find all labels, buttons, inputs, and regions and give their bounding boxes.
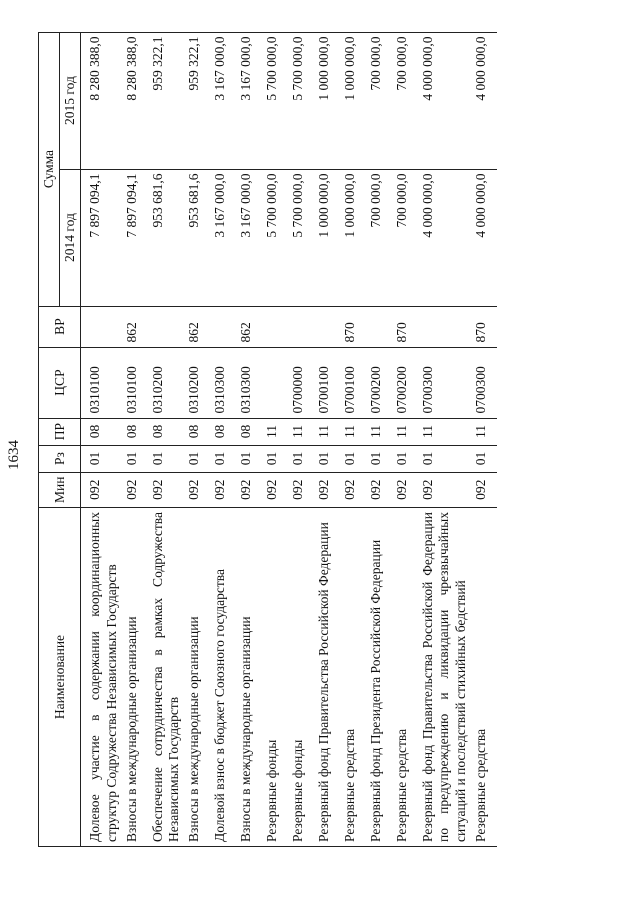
cell-sum-2015: 8 280 388,0 (81, 32, 122, 169)
table-row (148, 32, 184, 846)
cell-name: Обеспечение сотрудничества в рамках Содружества Независимых Государств (148, 508, 184, 847)
cell-name: Взносы в международные организации (184, 508, 210, 847)
cell-vr (81, 306, 122, 347)
cell-csr: 0700200 (366, 347, 392, 418)
cell-min: 092 (148, 472, 184, 507)
cell-name: Резервные средства (392, 508, 418, 847)
table-row (340, 32, 366, 846)
table-row (262, 32, 288, 846)
cell-pr: 11 (392, 418, 418, 445)
cell-vr: 870 (392, 306, 418, 347)
cell-sum-2015: 4 000 000,0 (418, 32, 471, 169)
cell-sum-2015: 4 000 000,0 (471, 32, 497, 169)
cell-min: 092 (340, 472, 366, 507)
cell-pr: 11 (366, 418, 392, 445)
cell-csr (262, 347, 288, 418)
cell-vr (288, 306, 314, 347)
cell-sum-2015: 959 322,1 (184, 32, 210, 169)
cell-name: Резервные фонды (288, 508, 314, 847)
cell-csr: 0310300 (236, 347, 262, 418)
cell-rz: 01 (288, 445, 314, 472)
cell-min: 092 (418, 472, 471, 507)
cell-rz: 01 (471, 445, 497, 472)
cell-pr: 11 (262, 418, 288, 445)
cell-sum-2014: 5 700 000,0 (288, 169, 314, 306)
cell-sum-2014: 700 000,0 (366, 169, 392, 306)
cell-vr: 870 (340, 306, 366, 347)
cell-sum-2015: 1 000 000,0 (340, 32, 366, 169)
header-rz: Рз (39, 445, 81, 472)
table-row (418, 32, 471, 846)
cell-sum-2014: 953 681,6 (184, 169, 210, 306)
cell-pr: 11 (471, 418, 497, 445)
cell-sum-2015: 1 000 000,0 (314, 32, 340, 169)
table-row (122, 32, 148, 846)
cell-pr: 08 (236, 418, 262, 445)
cell-csr: 0700200 (392, 347, 418, 418)
cell-vr (418, 306, 471, 347)
cell-sum-2014: 7 897 094,1 (81, 169, 122, 306)
table-row (288, 32, 314, 846)
cell-vr: 862 (184, 306, 210, 347)
cell-sum-2014: 3 167 000,0 (236, 169, 262, 306)
cell-rz: 01 (418, 445, 471, 472)
cell-rz: 01 (340, 445, 366, 472)
budget-table (38, 32, 497, 847)
cell-csr: 0310200 (148, 347, 184, 418)
cell-name: Резервные средства (471, 508, 497, 847)
cell-min: 092 (122, 472, 148, 507)
cell-pr: 08 (81, 418, 122, 445)
cell-sum-2014: 4 000 000,0 (471, 169, 497, 306)
cell-pr: 11 (340, 418, 366, 445)
cell-name: Взносы в международные организации (122, 508, 148, 847)
cell-min: 092 (81, 472, 122, 507)
header-2014: 2014 год (60, 169, 81, 306)
cell-min: 092 (262, 472, 288, 507)
cell-csr: 0700300 (418, 347, 471, 418)
cell-sum-2015: 5 700 000,0 (262, 32, 288, 169)
cell-rz: 01 (148, 445, 184, 472)
cell-vr: 870 (471, 306, 497, 347)
cell-csr: 0700100 (314, 347, 340, 418)
cell-sum-2015: 700 000,0 (366, 32, 392, 169)
header-csr: ЦСР (39, 347, 81, 418)
cell-vr (210, 306, 236, 347)
cell-min: 092 (184, 472, 210, 507)
cell-min: 092 (366, 472, 392, 507)
cell-rz: 01 (210, 445, 236, 472)
cell-min: 092 (314, 472, 340, 507)
cell-sum-2015: 8 280 388,0 (122, 32, 148, 169)
table-row (210, 32, 236, 846)
cell-csr: 0700000 (288, 347, 314, 418)
cell-vr: 862 (122, 306, 148, 347)
cell-pr: 08 (184, 418, 210, 445)
cell-name: Долевое участие в содержании координационных структур Содружества Независимых Государств (81, 508, 122, 847)
cell-min: 092 (392, 472, 418, 507)
table-row (184, 32, 210, 846)
cell-csr: 0700100 (340, 347, 366, 418)
header-vr: ВР (39, 306, 81, 347)
cell-name: Взносы в международные организации (236, 508, 262, 847)
cell-vr: 862 (236, 306, 262, 347)
cell-pr: 11 (314, 418, 340, 445)
header-name: Наименование (39, 508, 81, 847)
cell-sum-2015: 3 167 000,0 (210, 32, 236, 169)
cell-pr: 08 (210, 418, 236, 445)
cell-sum-2014: 3 167 000,0 (210, 169, 236, 306)
cell-sum-2014: 1 000 000,0 (340, 169, 366, 306)
cell-sum-2014: 953 681,6 (148, 169, 184, 306)
cell-csr: 0700300 (471, 347, 497, 418)
cell-name: Резервный фонд Правительства Российской Федерации (314, 508, 340, 847)
cell-rz: 01 (314, 445, 340, 472)
page-number: 1634 (6, 440, 22, 470)
cell-rz: 01 (236, 445, 262, 472)
cell-vr (148, 306, 184, 347)
table-row (81, 32, 122, 846)
cell-rz: 01 (184, 445, 210, 472)
cell-sum-2014: 1 000 000,0 (314, 169, 340, 306)
cell-min: 092 (471, 472, 497, 507)
cell-rz: 01 (262, 445, 288, 472)
table-row (314, 32, 340, 846)
cell-sum-2015: 5 700 000,0 (288, 32, 314, 169)
cell-sum-2014: 4 000 000,0 (418, 169, 471, 306)
cell-sum-2014: 7 897 094,1 (122, 169, 148, 306)
cell-rz: 01 (392, 445, 418, 472)
header-pr: ПР (39, 418, 81, 445)
cell-pr: 11 (418, 418, 471, 445)
cell-rz: 01 (366, 445, 392, 472)
cell-rz: 01 (81, 445, 122, 472)
cell-csr: 0310300 (210, 347, 236, 418)
cell-vr (366, 306, 392, 347)
cell-pr: 08 (122, 418, 148, 445)
cell-name: Резервные фонды (262, 508, 288, 847)
table-row (392, 32, 418, 846)
header-sum: Сумма (39, 32, 60, 306)
table-row (236, 32, 262, 846)
cell-csr: 0310100 (122, 347, 148, 418)
cell-min: 092 (236, 472, 262, 507)
cell-sum-2015: 3 167 000,0 (236, 32, 262, 169)
cell-sum-2015: 959 322,1 (148, 32, 184, 169)
cell-vr (314, 306, 340, 347)
table-header (39, 32, 81, 846)
cell-sum-2014: 700 000,0 (392, 169, 418, 306)
cell-csr: 0310200 (184, 347, 210, 418)
cell-pr: 11 (288, 418, 314, 445)
cell-min: 092 (210, 472, 236, 507)
table-row (366, 32, 392, 846)
cell-name: Резервные средства (340, 508, 366, 847)
table-row (471, 32, 497, 846)
cell-vr (262, 306, 288, 347)
cell-name: Долевой взнос в бюджет Союзного государства (210, 508, 236, 847)
cell-pr: 08 (148, 418, 184, 445)
cell-name: Резервный фонд Президента Российской Федерации (366, 508, 392, 847)
cell-sum-2015: 700 000,0 (392, 32, 418, 169)
cell-rz: 01 (122, 445, 148, 472)
table-body (81, 32, 497, 846)
header-min: Мин (39, 472, 81, 507)
cell-sum-2014: 5 700 000,0 (262, 169, 288, 306)
cell-csr: 0310100 (81, 347, 122, 418)
cell-name: Резервный фонд Правительства Российской Федерации по предупреждению и ликвидации чрезвычайных ситуаций и последствий стихийных бедствий (418, 508, 471, 847)
header-2015: 2015 год (60, 32, 81, 169)
cell-min: 092 (288, 472, 314, 507)
